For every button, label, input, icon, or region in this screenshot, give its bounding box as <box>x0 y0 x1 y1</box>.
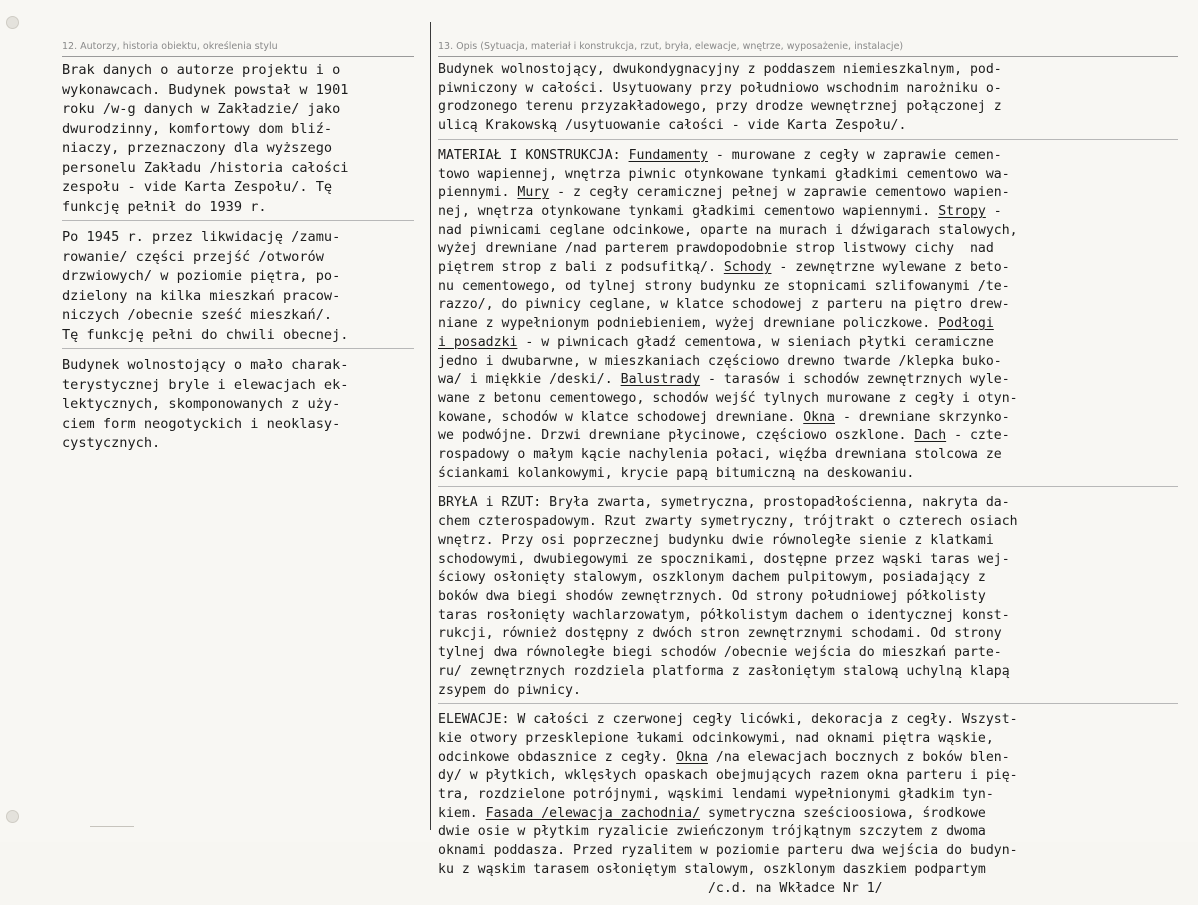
text-line: niaczy, przeznaczony dla wyższego <box>62 140 333 156</box>
text-line: wykonawcach. Budynek powstał w 1901 <box>62 81 349 98</box>
text-line: ru/ zewnętrznych rozdziela platforma z zasłoniętym stalową uchylną klapą <box>438 663 1010 679</box>
text-line: nej, wnętrza otynkowane tynkami gładkimi cementowo wapiennymi. Stropy - <box>438 203 1002 219</box>
text-line: Budynek wolnostojący o mało charak- <box>62 357 349 373</box>
text-line: Po 1945 r. przez likwidację /zamu- <box>62 229 341 245</box>
text-line: zsypem do piwnicy. <box>438 682 581 698</box>
text-line: nu cementowego, od tylnej strony budynku ze stopnicami szlifowanymi /te- <box>438 278 1010 294</box>
text-line: MATERIAŁ I KONSTRUKCJA: Fundamenty - murowane z cegły w zaprawie cemen- <box>438 147 1002 163</box>
text-line: chem czterospadowym. Rzut zwarty symetryczny, trójtrakt o czterech osiach <box>438 514 1018 530</box>
text-line: ściowy osłonięty stalowym, oszklonym dachem pulpitowym, posiadający z <box>438 570 986 586</box>
text-line: schodowymi, dwubiegowymi ze spocznikami, dostępne przez wąski taras wej- <box>438 551 1010 567</box>
text-line: lektycznych, skomponowanych z uży- <box>62 396 341 412</box>
text-line: dwie osie w płytkim ryzalicie zwieńczonym trójkątnym szczytem z dwoma <box>438 824 986 840</box>
underlined-term: Podłogi <box>938 316 994 332</box>
text-line: tra, rozdzielone potrójnymi, wąskimi lendami wypełnionymi gładkim tyn- <box>438 787 994 803</box>
column-divider <box>430 22 431 830</box>
text-line: cystycznych. <box>62 435 161 451</box>
underlined-term: Okna <box>676 749 708 765</box>
text-line: towo wapiennej, wnętrza piwnic otynkowane tynkami gładkimi cementowo wa- <box>438 166 1010 182</box>
text-line: Budynek wolnostojący, dwukondygnacyjny z poddaszem niemieszkalnym, pod- <box>438 62 1002 77</box>
text-line: wa/ i miękkie /deski/. Balustrady - tarasów i schodów zewnętrznych wyle- <box>438 372 1010 388</box>
underlined-term: Dach <box>914 428 947 444</box>
text-line: dy/ w płytkich, wklęsłych opaskach obejmujących razem okna parteru i pię- <box>438 768 1018 784</box>
text-line: funkcję pełnił do 1939 r. <box>62 198 267 215</box>
underlined-term: Stropy <box>938 203 986 219</box>
text-line: ulicą Krakowską /usytuowanie całości - vide Karta Zespołu/. <box>438 118 907 134</box>
text-line: dzielony na kilka mieszkań pracow- <box>62 287 341 304</box>
text-line: Brak danych o autorze projektu i o <box>62 62 341 78</box>
text-line: taras rosłonięty wachlarzowatym, półkolistym dachem o identycznej konst- <box>438 607 1010 623</box>
text-line: tylnej dwa równoległe biegi schodów /obecnie wejścia do mieszkań parte- <box>438 645 1002 661</box>
punch-hole <box>6 810 19 823</box>
paragraph <box>62 61 414 221</box>
section-heading-12: 12. Autorzy, historia obiektu, określenia stylu <box>62 40 414 57</box>
text-line: ciem form neogotyckich i neoklasy- <box>62 415 341 432</box>
text-line: ELEWACJE: W całości z czerwonej cegły licówki, dekoracja z cegły. Wszyst- <box>438 712 1018 728</box>
text-line: we podwójne. Drzwi drewniane płycinowe, częściowo oszklone. Dach - czte- <box>438 428 1010 444</box>
left-paragraphs <box>62 61 414 454</box>
text-line: jedno i dwubarwne, w mieszkaniach częściowo drewno twarde /klepka buko- <box>438 353 1002 369</box>
text-line: rowanie/ części przejść /otworów <box>62 248 324 265</box>
text-line: wnętrz. Przy osi poprzecznej budynku dwie równoległe sienie z klatkami <box>438 532 994 548</box>
punch-hole <box>6 16 19 29</box>
text-line: Tę funkcję pełni do chwili obecnej. <box>62 326 349 343</box>
text-line: i posadzki - w piwnicach gładź cementowa, w sieniach płytki ceramiczne <box>438 334 994 350</box>
text-line: /c.d. na Wkładce Nr 1/ <box>438 880 883 896</box>
text-line: personelu Zakładu /historia całości <box>62 159 349 176</box>
text-line: kiem. Fasada /elewacja zachodnia/ symetryczna sześcioosiowa, środkowe <box>438 805 986 821</box>
paragraph <box>438 147 1178 488</box>
paragraph <box>438 711 1178 898</box>
text-line: dwurodzinny, komfortowy dom bliź- <box>62 120 333 137</box>
text-line: zespołu - vide Karta Zespołu/. Tę <box>62 179 333 195</box>
underlined-term: Schody <box>723 260 772 276</box>
text-line: nad piwnicami ceglane odcinkowe, oparte na murach i dźwigarach stalowych, <box>438 222 1018 238</box>
text-line: piwniczony w całości. Usytuowany przy południowo wschodnim narożniku o- <box>438 80 1002 96</box>
paragraph <box>62 356 414 454</box>
text-line: BRYŁA i RZUT: Bryła zwarta, symetryczna, prostopadłościenna, nakryta da- <box>438 495 1010 511</box>
right-paragraphs <box>438 61 1178 898</box>
text-line: razzo/, do piwnicy ceglane, w klatce schodowej z parteru na piętro drew- <box>438 297 1010 313</box>
underlined-term: Okna <box>803 409 835 425</box>
underlined-term: Mury <box>517 185 550 201</box>
section-heading-13: 13. Opis (Sytuacja, materiał i konstrukcja, rzut, bryła, elewacje, wnętrze, wyposażenie, instalacje) <box>438 40 1178 57</box>
text-line: grodzonego terenu przyzakładowego, przy drodze wewnętrznej połączonej z <box>438 99 1002 115</box>
text-line: niane z wypełnionym podniebieniem, wyżej drewniane policzkowe. Podłogi <box>438 316 994 332</box>
text-line: niczych /obecnie sześć mieszkań/. <box>62 307 333 323</box>
underlined-term: Fasada /elewacja zachodnia/ <box>485 805 701 821</box>
text-line: boków dwa biegi shodów zewnętrznych. Od strony południowej półkolisty <box>438 588 986 604</box>
underlined-term: i posadzki <box>438 334 518 350</box>
text-line: roku /w-g danych w Zakładzie/ jako <box>62 101 341 117</box>
right-column <box>438 40 1178 905</box>
underlined-term: Fundamenty <box>628 147 708 163</box>
text-line: odcinkowe obdasznice z cegły. Okna /na elewacjach bocznych z boków blen- <box>438 749 1010 765</box>
paragraph <box>438 61 1178 140</box>
text-line: rukcji, również dostępny z dwóch stron zewnętrznymi schodami. Od strony <box>438 626 1002 642</box>
text-line: ku z wąskim tarasem osłoniętym stalowym, oszklonym daszkiem podpartym <box>438 861 986 877</box>
text-line: terystycznej bryle i elewacjach ek- <box>62 376 349 393</box>
text-line: kowane, schodów w klatce schodowej drewniane. Okna - drewniane skrzynko- <box>438 409 1010 425</box>
text-line: oknami poddasza. Przed ryzalitem w poziomie parteru dwa wejścia do budyn- <box>438 843 1018 859</box>
text-line: kie otwory przesklepione łukami odcinkowymi, nad oknami piętra wąskie, <box>438 730 994 746</box>
text-line: piętrem strop z bali z podsufitką/. Schody - zewnętrzne wylewane z beto- <box>438 260 1010 276</box>
text-line: rospadowy o małym kącie nachylenia połaci, więźba drewniana stolcowa ze <box>438 447 1002 463</box>
paragraph <box>62 228 414 349</box>
paragraph <box>438 494 1178 704</box>
archive-stamp <box>90 826 134 839</box>
text-line: wyżej drewniane /nad parterem prawdopodobnie strop listwowy cichy nad <box>438 241 994 257</box>
text-line: ściankami kolankowymi, krycie papą bitumiczną na deskowaniu. <box>438 465 915 481</box>
text-line: piennymi. Mury - z cegły ceramicznej pełnej w zaprawie cementowo wapien- <box>438 185 1010 201</box>
text-line: wane z betonu cementowego, schodów wejść tylnych murowane z cegły i otyn- <box>438 390 1018 406</box>
text-line: drzwiowych/ w poziomie piętra, po- <box>62 268 341 284</box>
underlined-term: Balustrady <box>620 372 701 388</box>
left-column <box>62 40 414 461</box>
